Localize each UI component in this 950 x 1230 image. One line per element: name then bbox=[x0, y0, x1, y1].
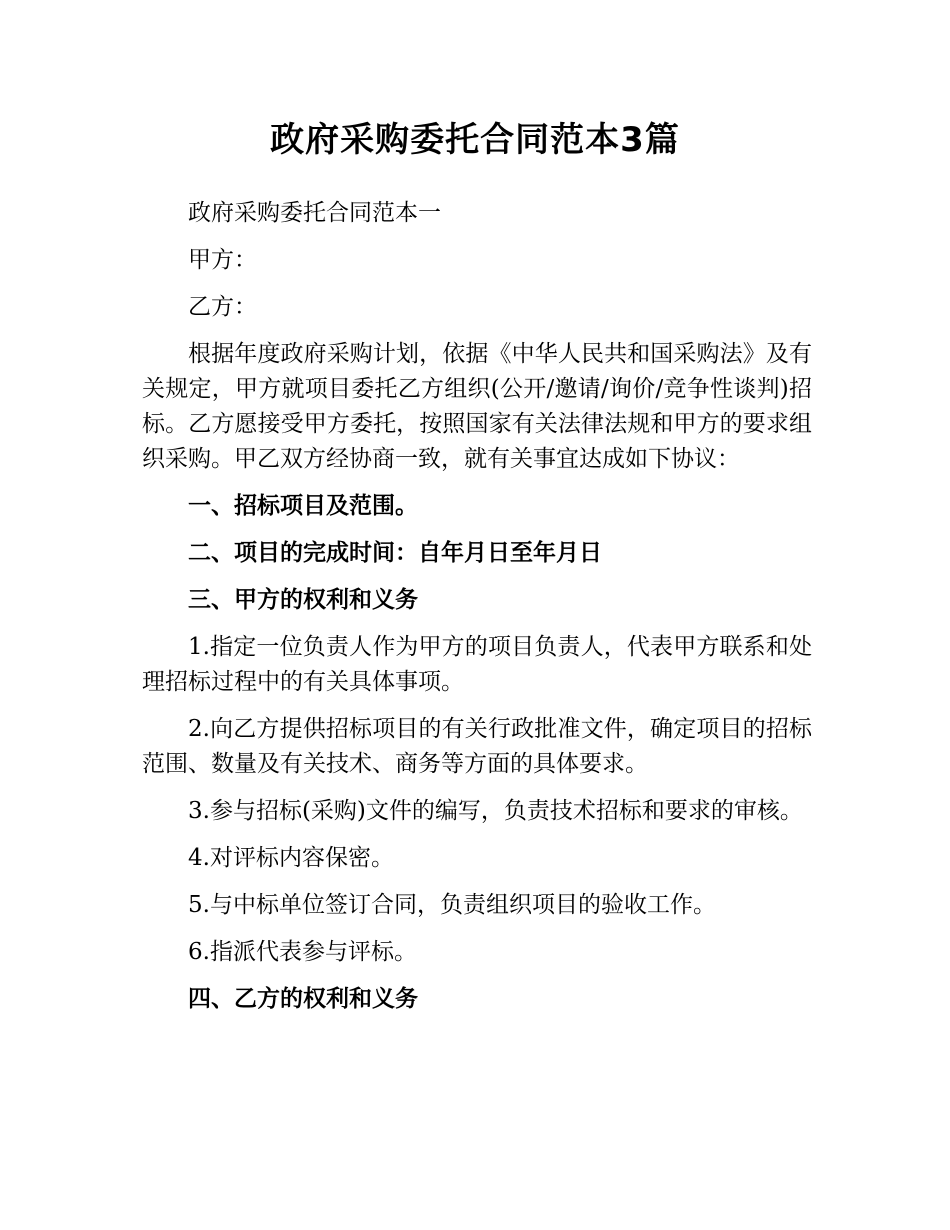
list-item: 5.与中标单位签订合同，负责组织项目的验收工作。 bbox=[188, 892, 716, 918]
list-item: 6.指派代表参与评标。 bbox=[188, 939, 417, 965]
list-item: 1.指定一位负责人作为甲方的项目负责人，代表甲方联系和处理招标过程中的有关具体事项。 bbox=[142, 634, 812, 695]
list-item: 2.向乙方提供招标项目的有关行政批准文件，确定项目的招标范围、数量及有关技术、商务等方面的具体要求。 bbox=[142, 716, 812, 777]
party-b-line: 乙方： bbox=[188, 294, 257, 320]
list-item: 4.对评标内容保密。 bbox=[188, 845, 394, 871]
section-title: 政府采购委托合同范本一 bbox=[188, 200, 441, 226]
party-a-line: 甲方： bbox=[188, 247, 257, 273]
document-body bbox=[142, 196, 812, 1029]
document-title: 政府采购委托合同范本3篇 bbox=[270, 120, 680, 160]
clause-heading-2: 二、项目的完成时间：自年月日至年月日 bbox=[188, 540, 602, 566]
list-item: 3.参与招标(采购)文件的编写，负责技术招标和要求的审核。 bbox=[188, 798, 803, 824]
clause-heading-4: 四、乙方的权利和义务 bbox=[188, 986, 418, 1012]
clause-heading-3: 三、甲方的权利和义务 bbox=[188, 587, 418, 613]
clause-heading-1: 一、招标项目及范围。 bbox=[188, 493, 418, 519]
preamble-paragraph: 根据年度政府采购计划，依据《中华人民共和国采购法》及有关规定，甲方就项目委托乙方组织(公开/邀请/询价/竞争性谈判)招标。乙方愿接受甲方委托，按照国家有关法律法规和甲方的要求组织采购。甲乙双方经协商一致，就有关事宜达成如下协议： bbox=[142, 341, 812, 472]
